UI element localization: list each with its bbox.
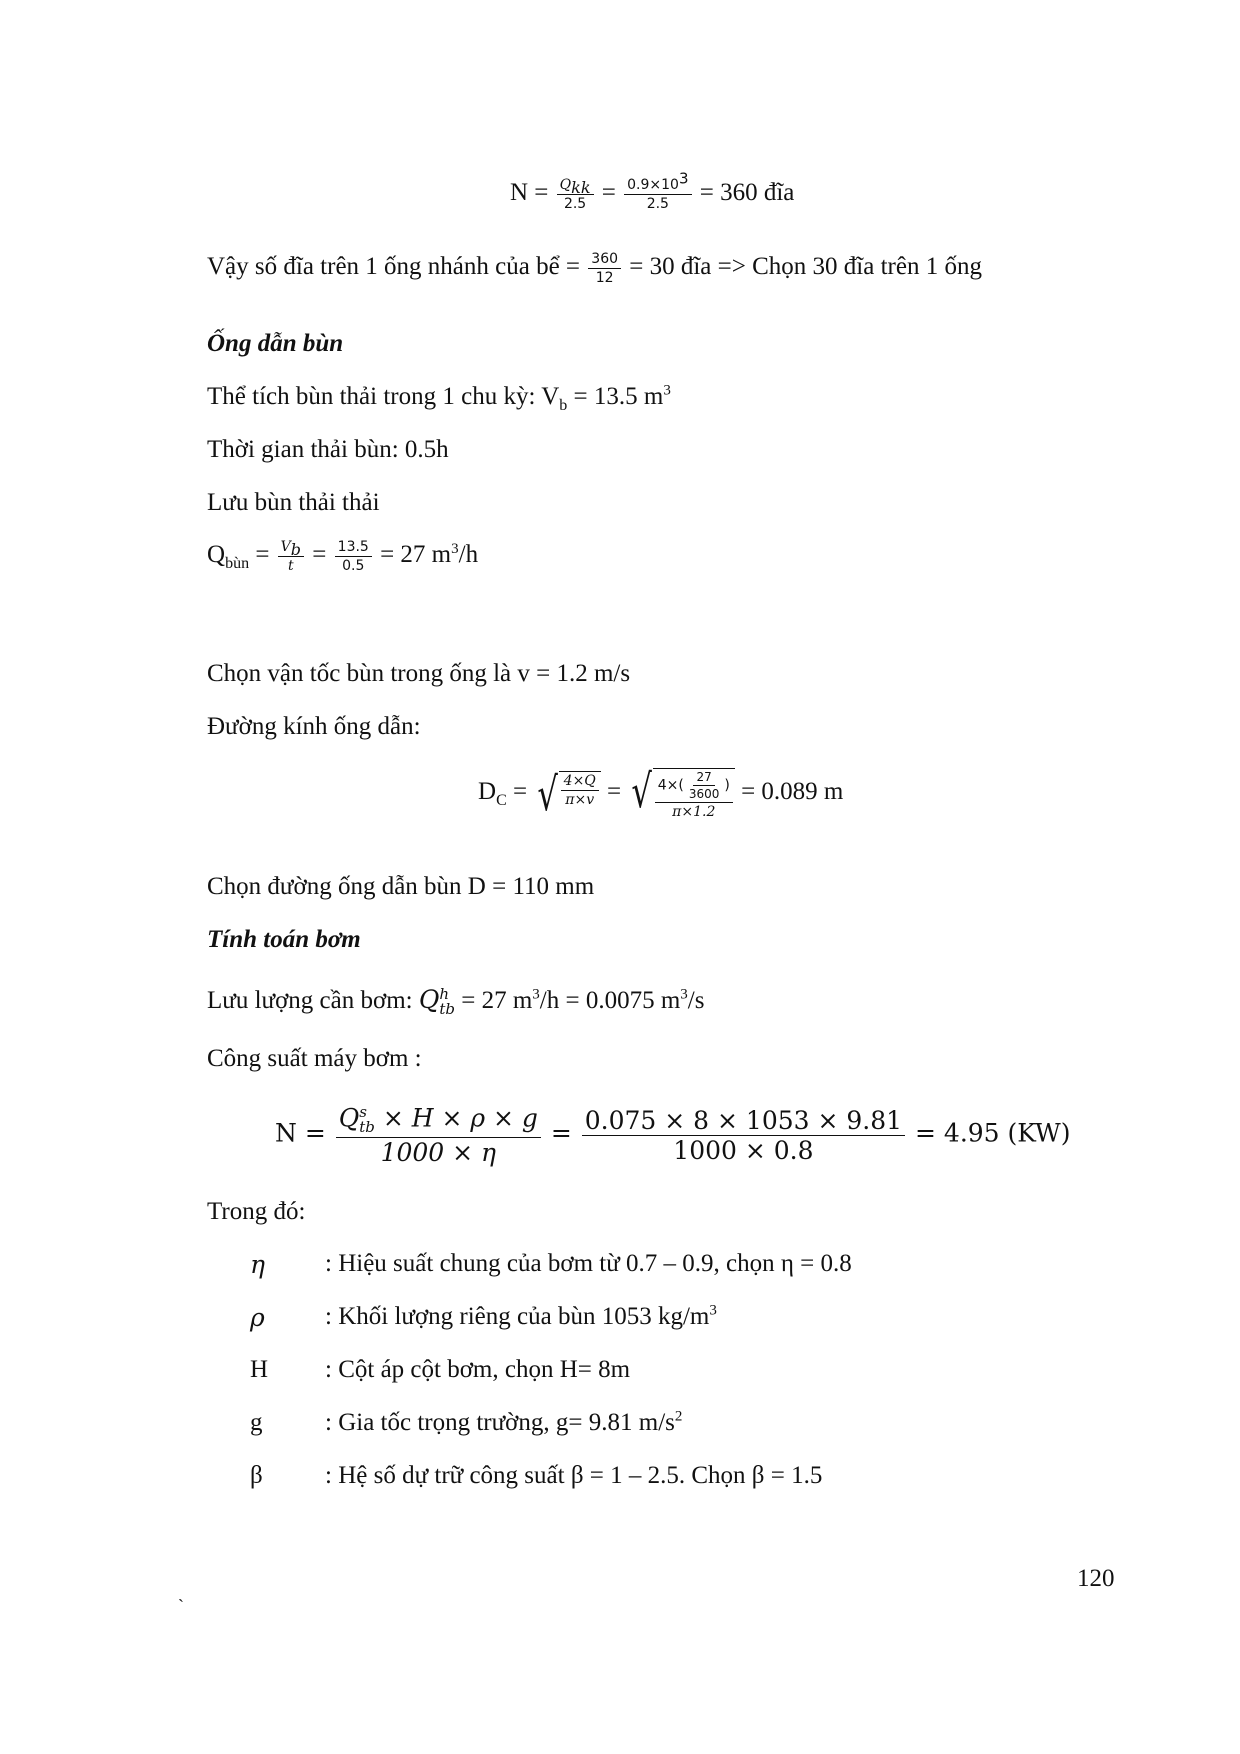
eq-n-fraction-2: $\frac{0.9\times 103}{2.5}$ (624, 178, 691, 211)
pipe-choice-line: Chọn đường ống dẫn bùn D = 110 mm (207, 873, 595, 900)
eq-n-lhs: N = (510, 179, 549, 207)
eq-q-fraction-1: $\frac{Vb}{t}$ (278, 540, 304, 573)
sqrt-symbolic: √ $\frac{4\times Q}{\pi\times v}$ (533, 771, 600, 817)
eq-power-fraction-1: Q s tb × H × ρ × g 1000 × η (336, 1105, 541, 1165)
sqrt-numeric: √ 4×( $\frac{27}{3600}$ ) π×1.2 (627, 768, 734, 819)
footer-mark: ` (178, 1596, 184, 1616)
equation-sludge-flow: $Q_{bùn}$ = $\frac{Vb}{t}$ = $\frac{13.5}{0.5}$ = 27 $m^3/h$ (207, 539, 479, 574)
equation-disc-count: N = $\frac{\text{Qkk}}{2.5}$ = $\frac{0.9\times 103}{2.5}$ = 360 đĩa (510, 169, 795, 212)
discs-per-branch-line: Vậy số đĩa trên 1 ống nhánh của bể = $\frac{360}{12}$ = 30 đĩa => Chọn 30 đĩa trên 1 ống (207, 251, 982, 286)
heading-sludge-pipe: Ống dẫn bùn (207, 330, 344, 357)
page-number: 120 (1077, 1565, 1115, 1592)
discs-fraction: $\frac{360}{12}$ (588, 252, 621, 285)
eq-power-fraction-2: $\frac{0.075 \times 8 \times 1053 \times 9.81}{1000 \times 0.8}$ (582, 1108, 905, 1163)
eq-n-result: = 360 đĩa (699, 179, 795, 207)
sludge-flow-label: Lưu bùn thải thải (207, 489, 380, 516)
sludge-time-line: Thời gian thải bùn: 0.5h (207, 436, 449, 463)
where-label: Trong đó: (207, 1198, 306, 1225)
diameter-label: Đường kính ống dẫn: (207, 713, 421, 740)
heading-pump: Tính toán bơm (207, 926, 361, 953)
equation-pump-power: N = Q s tb × H × ρ × g 1000 × η = $\frac{0.075 \times 8 \times 1053 \times 9.81}{1000 \times 0.8}$ = 4.95 (KW) (275, 1103, 1071, 1167)
eq-q-fraction-2: $\frac{13.5}{0.5}$ (335, 540, 372, 573)
equation-pipe-diameter: $D_C$ = √ $\frac{4\times Q}{\pi\times v}$ = √ 4×( $\frac{27}{3600}$ ) π×1.2 = 0.089 m (478, 764, 844, 821)
pump-power-label: Công suất máy bơm : (207, 1045, 422, 1072)
velocity-line: Chọn vận tốc bùn trong ống là v = 1.2 m/s (207, 660, 631, 687)
eq-n-fraction-1: $\frac{\text{Qkk}}{2.5}$ (557, 178, 594, 211)
sludge-volume-line: Thể tích bùn thải trong 1 chu kỳ: $V_b = 13.5$ $m^3$ (207, 382, 671, 414)
pump-flow-line: Lưu lượng cần bơm: Q h tb = 27 $m^3/h = 0.0075$ $m^3/s$ (207, 985, 705, 1019)
